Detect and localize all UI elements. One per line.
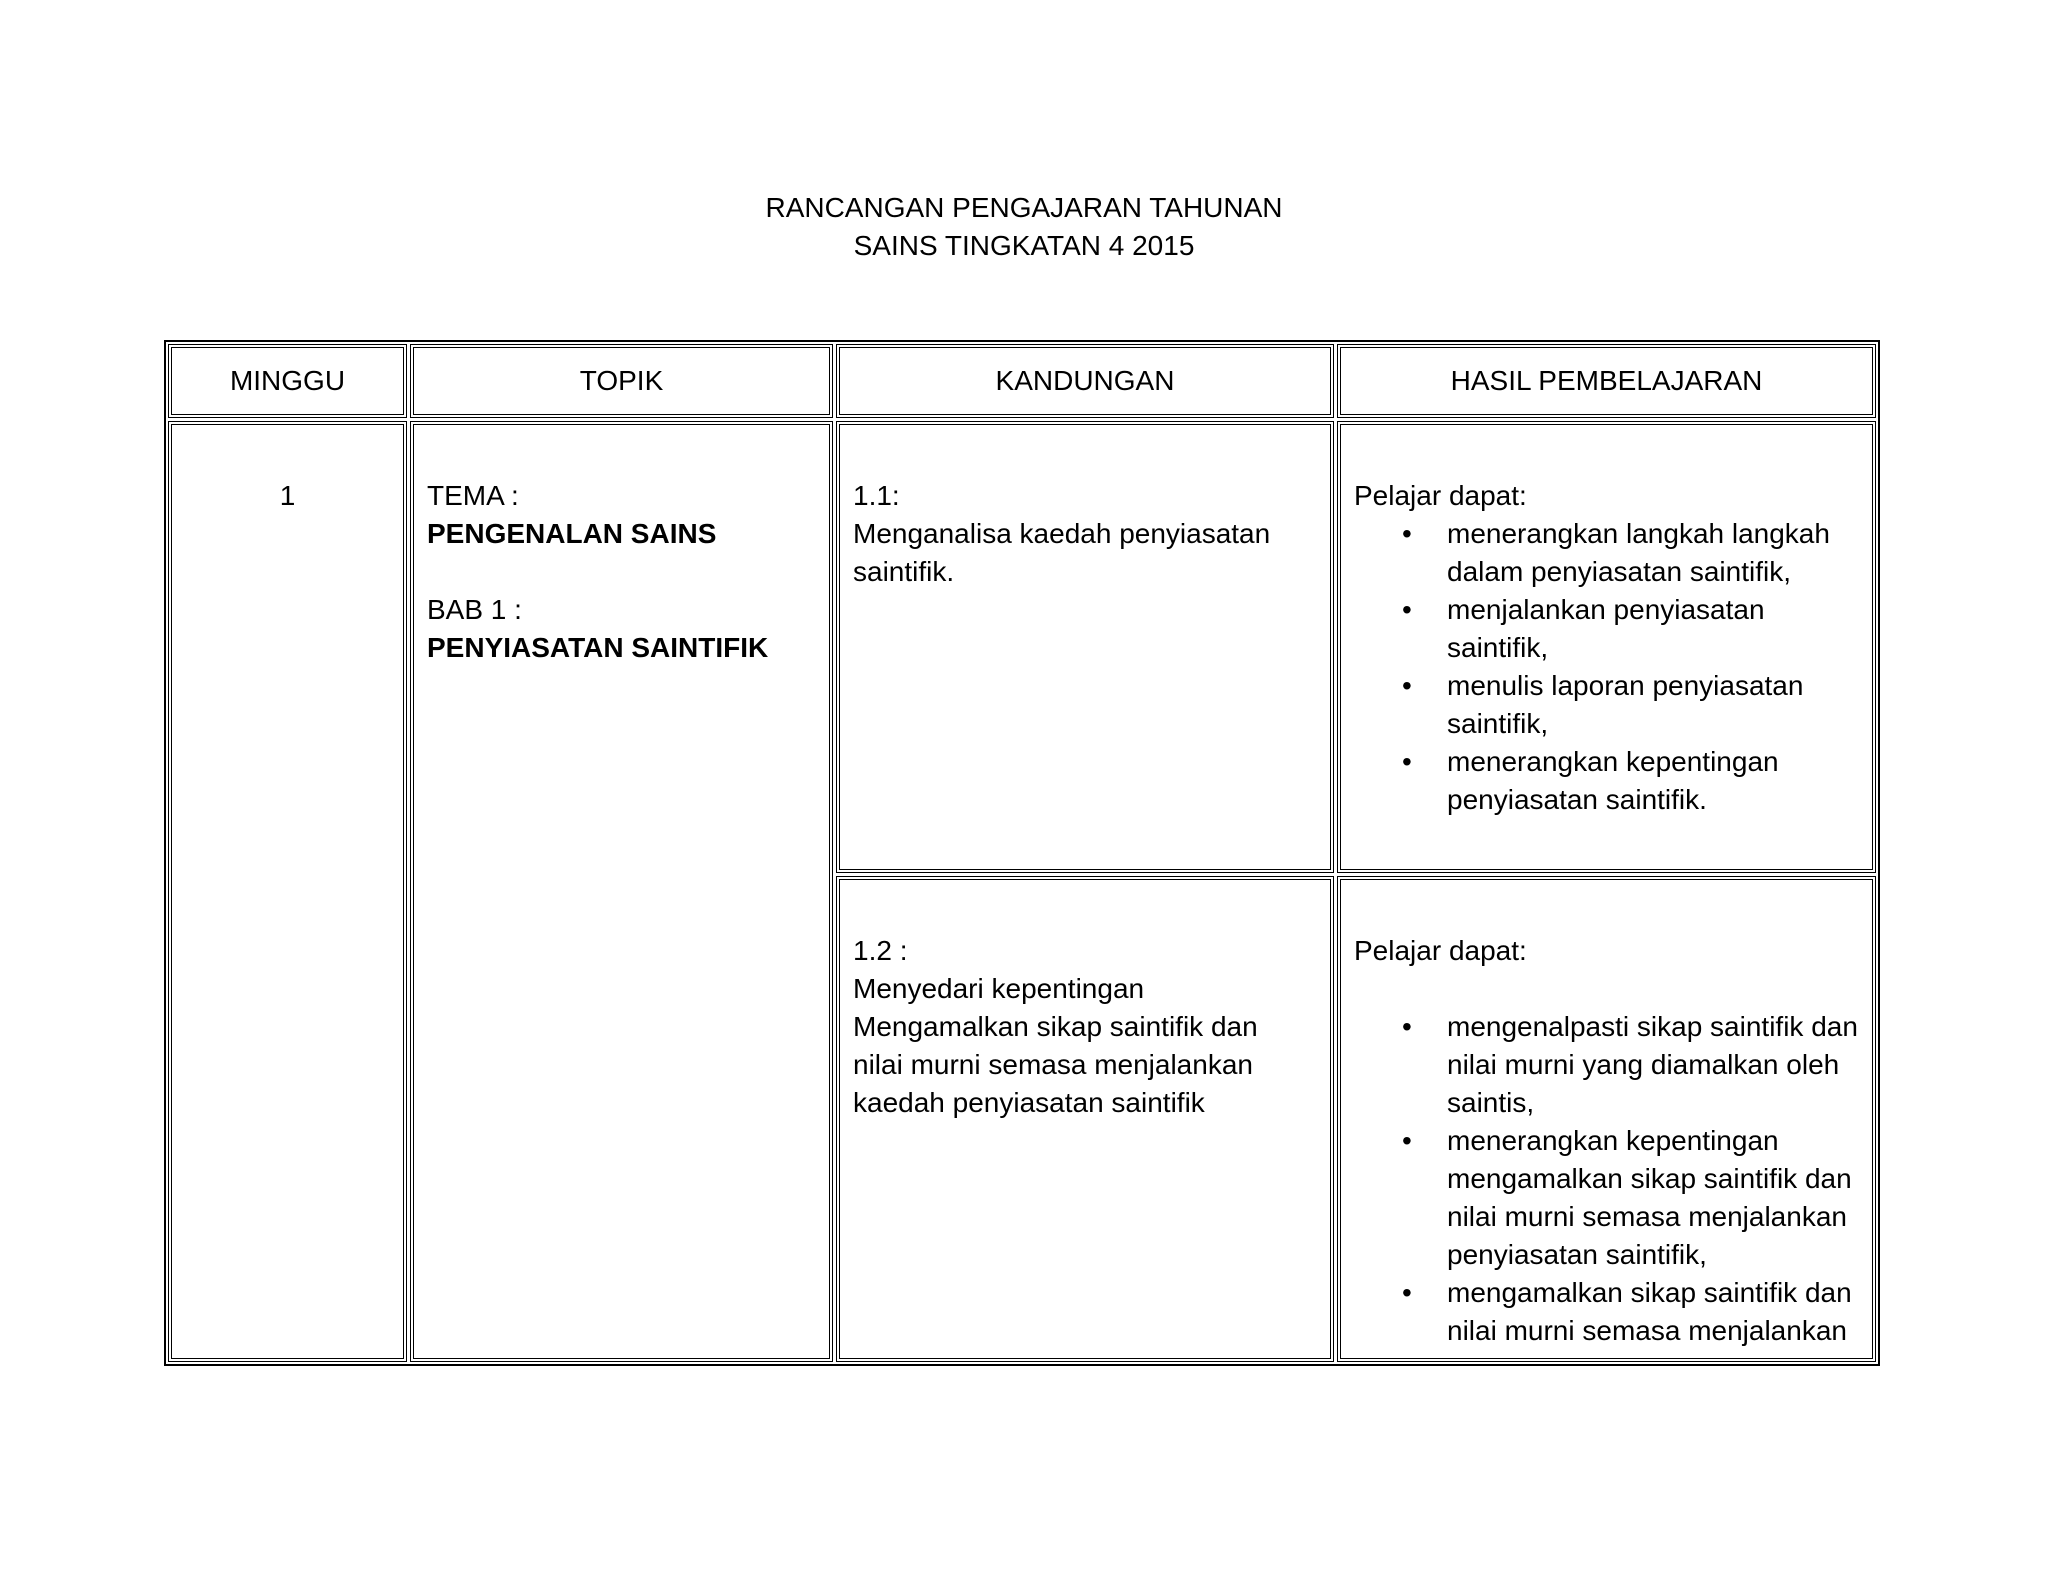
kandungan-code: 1.1: [853,480,900,511]
list-item [1354,1274,1859,1350]
bullet-icon: • [1402,670,1412,701]
bullet-icon: • [1402,1277,1412,1308]
title-line-1: RANCANGAN PENGAJARAN TAHUNAN [765,192,1283,223]
hasil-list [1354,515,1859,819]
list-item-line: saintis, [1447,1087,1535,1118]
header-kandungan [836,344,1334,418]
list-item-line: penyiasatan saintifik, [1447,1239,1707,1270]
list-item [1354,743,1859,819]
cell-topik [410,421,833,1362]
list-item-line: nilai murni semasa menjalankan [1447,1315,1847,1346]
kandungan-line: saintifik. [853,556,955,587]
kandungan-code: 1.2 : [853,935,908,966]
list-item [1354,591,1859,667]
header-kandungan-label: KANDUNGAN [995,365,1175,396]
list-item-line: mengamalkan sikap saintifik dan [1447,1277,1852,1308]
kandungan-line: nilai murni semasa menjalankan [853,1049,1253,1080]
bab-value: PENYIASATAN SAINTIFIK [427,632,769,663]
tema-label: TEMA : [427,480,519,511]
hasil-intro: Pelajar dapat: [1354,480,1527,511]
list-item-line: menerangkan langkah langkah [1447,518,1830,549]
cell-hasil-2 [1337,876,1876,1362]
document-title [0,189,2048,265]
list-item [1354,1122,1859,1274]
bullet-icon: • [1402,1011,1412,1042]
list-item [1354,1008,1859,1122]
cell-hasil-1 [1337,421,1876,873]
list-item-line: nilai murni semasa menjalankan [1447,1201,1847,1232]
header-minggu-label: MINGGU [229,365,346,396]
list-item-line: penyiasatan saintifik. [1447,784,1707,815]
list-item-line: mengamalkan sikap saintifik dan [1447,1163,1852,1194]
kandungan-line: Mengamalkan sikap saintifik dan [853,1011,1258,1042]
list-item-line: menerangkan kepentingan [1447,746,1779,777]
header-minggu [168,344,407,418]
list-item-line: mengenalpasti sikap saintifik dan [1447,1011,1858,1042]
cell-kandungan-1-2 [836,876,1334,1362]
cell-kandungan-1-1 [836,421,1334,873]
list-item-line: nilai murni yang diamalkan oleh [1447,1049,1840,1080]
cell-minggu [168,421,407,1362]
header-hasil-label: HASIL PEMBELAJARAN [1450,365,1763,396]
kandungan-line: kaedah penyiasatan saintifik [853,1087,1205,1118]
kandungan-line: Menyedari kepentingan [853,973,1145,1004]
bab-label: BAB 1 : [427,594,522,625]
bullet-icon: • [1402,746,1412,777]
hasil-intro: Pelajar dapat: [1354,935,1527,966]
bullet-icon: • [1402,594,1412,625]
header-topik [410,344,833,418]
list-item-line: menjalankan penyiasatan [1447,594,1765,625]
header-hasil-pembelajaran [1337,344,1876,418]
hasil-list [1354,1008,1859,1350]
title-line-2: SAINS TINGKATAN 4 2015 [853,230,1195,261]
header-topik-label: TOPIK [579,365,664,396]
list-item [1354,515,1859,591]
list-item-line: dalam penyiasatan saintifik, [1447,556,1791,587]
bullet-icon: • [1402,518,1412,549]
list-item-line: saintifik, [1447,708,1549,739]
kandungan-line: Menganalisa kaedah penyiasatan [853,518,1271,549]
list-item-line: saintifik, [1447,632,1549,663]
list-item-line: menerangkan kepentingan [1447,1125,1779,1156]
list-item [1354,667,1859,743]
list-item-line: menulis laporan penyiasatan [1447,670,1804,701]
bullet-icon: • [1402,1125,1412,1156]
tema-value: PENGENALAN SAINS [427,518,717,549]
week-number: 1 [279,480,296,511]
